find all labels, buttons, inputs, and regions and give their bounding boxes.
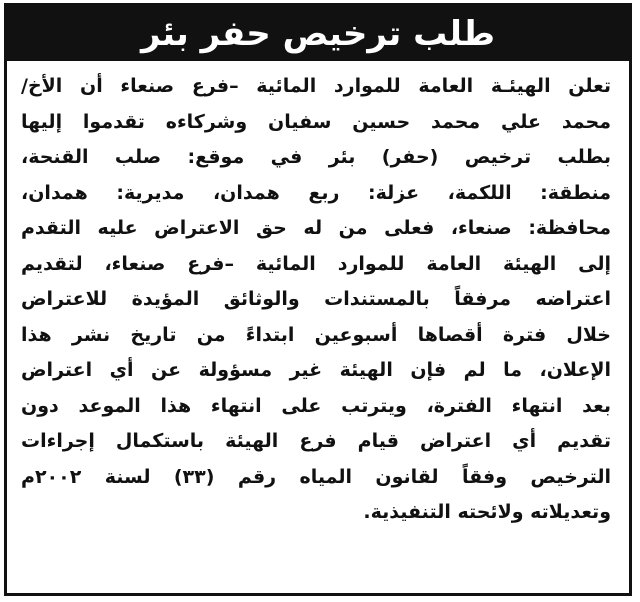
body-line-11: تقديم أي اعتراض قيام فرع الهيئة باستكمال إجراءات bbox=[21, 430, 611, 452]
body-line-10: بعد انتهاء الفترة، ويترتب على انتهاء هذا الموعد دون bbox=[21, 394, 611, 417]
notice-box bbox=[4, 3, 632, 596]
notice-body bbox=[7, 61, 629, 531]
body-line-1: تعلن الهيئـة العامة للموارد المائية –فرع صنعاء أن الأخ/ bbox=[21, 75, 611, 97]
notice-title: طلب ترخيص حفر بئر bbox=[141, 13, 496, 54]
body-line-6: إلى الهيئة العامة للموارد المائية –فرع صنعاء، لتقديم bbox=[21, 252, 611, 275]
title-bar bbox=[7, 6, 629, 61]
body-line-2: محمد علي محمد حسين سفيان وشركاءه تقدموا إليها bbox=[21, 110, 611, 133]
body-line-9: الإعلان، ما لم فإن الهيئة غير مسؤولة عن أي اعتراض bbox=[21, 359, 611, 381]
body-line-8: خلال فترة أقصاها أسبوعين ابتداءً من تاريخ نشر هذا bbox=[21, 323, 611, 346]
body-line-5: محافظة: صنعاء، فعلى من له حق الاعتراض عليه التقدم bbox=[21, 217, 611, 239]
body-line-4: منطقة: اللكمة، عزلة: ربع همدان، مديرية: همدان، bbox=[21, 181, 611, 204]
body-line-7: اعتراضه مرفقاً بالمستندات والوثائق المؤيدة للاعتراض bbox=[21, 288, 611, 310]
body-line-3: بطلب ترخيص (حفر) بئر في موقع: صلب القنحة، bbox=[21, 146, 611, 168]
body-line-13: وتعديلاته ولائحته التنفيذية. bbox=[363, 501, 611, 523]
body-line-12: الترخيص وفقاً لقانون المياه رقم (٣٣) لسنة ٢٠٠٢م bbox=[21, 465, 611, 488]
